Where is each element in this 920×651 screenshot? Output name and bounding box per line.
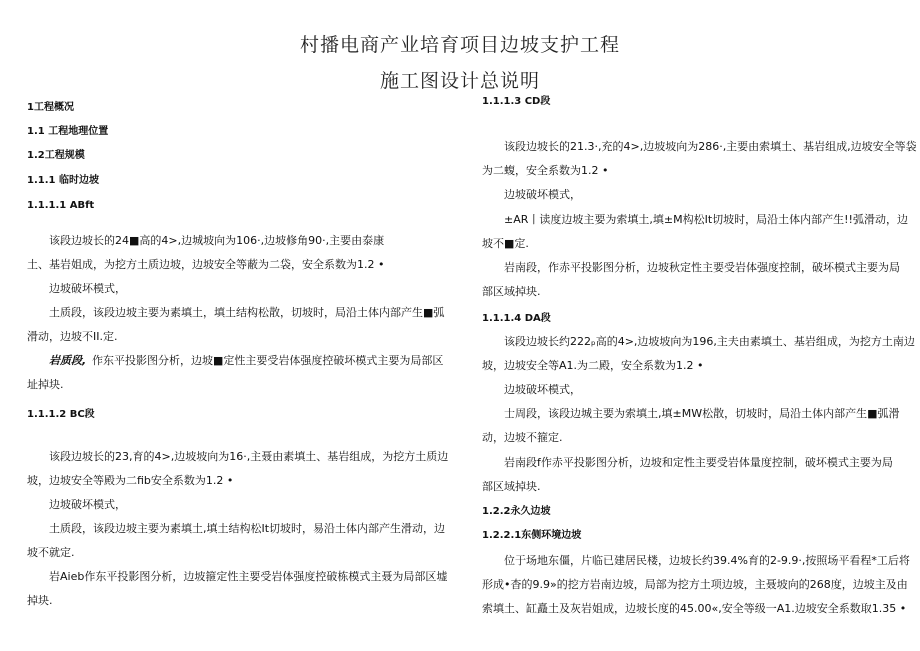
right-column-heading: 1.2.2.1东侧环境边坡 (482, 530, 582, 541)
right-column-text-line: 边坡破坏模式， (504, 188, 581, 201)
right-column-text-line: 为二蝮，安全系数为1.2 • (482, 164, 609, 177)
left-column-heading: 1.1.1.1 ABft (27, 200, 95, 211)
right-column-text-line: 该段边坡长的21.3·,充的4>,边坡坡向为286·,主要由索填土、基岩组成,边坡安全等袋 (504, 140, 917, 153)
right-column-text-line: 索填土、缸矗土及灰岩姐成，边坡长度的45.00«,安全等级一A1.边坡安全系数取1.35 • (482, 602, 907, 615)
right-column-text-line: 士周段，该段边城主要为索填土,填±MW松散，切坡时，局沿土体内部产生■弧滑 (504, 407, 900, 420)
right-column-text-line: 位于场地东僵，片临已建居民楼，边坡长约39.4%育的2-9.9·,按照场平看程*工后将 (504, 554, 910, 567)
right-column-text-line: 岩南段f作赤平投影图分析，边坡和定性主要受岩体量度控制，破坏模式主要为局 (504, 456, 893, 469)
left-column-text-line: 坡，边坡安全等殿为二fib安全系数为1.2 • (27, 474, 234, 487)
left-column-heading: 1工程概况 (27, 102, 74, 113)
right-column-text-line: 形成•杳的9.9»的挖方岩南边坡，局部为挖方土项边坡，主聂坡向的268度，边坡主及由 (482, 578, 908, 591)
right-column-text-line: 坡不■定. (482, 237, 529, 250)
left-column-heading: 1.1.1.2 BC段 (27, 409, 95, 420)
right-column-text-line: 边坡破坏模式， (504, 383, 581, 396)
left-column-heading: 1.1 工程地理位置 (27, 126, 109, 137)
left-column-text-line: 作东平投影图分析，边坡■定性主要受岩体强度控破坏模式主要为局部区 (92, 354, 444, 367)
left-column-text-line: 该段边坡长的23,育的4>,边坡坡向为16·,主聂由素填土、基岩组成，为挖方土质边 (49, 450, 449, 463)
left-column-text-line: 掉块. (27, 594, 53, 607)
right-column-heading: 1.1.1.4 DA段 (482, 313, 551, 324)
document-subtitle: 施工图设计总说明 (379, 70, 540, 92)
right-column-text-line: 该段边坡长约222ₚ高的4>,边坡坡向为196,主夫由素填土、基岩组成，为挖方土南边 (504, 335, 915, 348)
left-column-text-line: 土质段，该段边坡主要为素填土,填土结构松It切坡时，易沿土体内部产生滑动，边 (49, 522, 446, 535)
left-column-text-line: 边坡破坏模式， (49, 498, 126, 511)
left-column-text-line: 该段边坡长的24■高的4>,边城坡向为106·,边坡修角90·,主要由泰康 (49, 234, 385, 247)
left-column-text-line: 岩质段, (49, 354, 87, 367)
left-column-text-line: 边坡破坏模式， (49, 282, 126, 295)
right-column-text-line: ±AR丨读度边坡主要为索填土,填±M构松It切坡时，局沿土体内部产生!!弧滑动，边 (504, 213, 908, 226)
right-column-text-line: 部区域掉块. (482, 285, 541, 298)
document-title: 村播电商产业培育项目边坡支护工程 (299, 34, 620, 56)
right-column-text-line: 动，边坡不箍定. (482, 431, 563, 444)
left-column-heading: 1.2工程规模 (27, 150, 85, 161)
left-column-text-line: 岩Aieb作东平投影图分析，边坡箍定性主要受岩体强度控破栋模式主聂为局部区墟 (49, 570, 448, 583)
right-column-heading: 1.2.2永久边坡 (482, 506, 551, 517)
left-column-text-line: 坡不就定. (27, 546, 75, 559)
right-column-text-line: 岩南段，作赤平投影图分析，边坡秋定性主要受岩体强度控制，破坏模式主要为局 (504, 261, 900, 274)
left-column-heading: 1.1.1 临时边坡 (27, 175, 99, 186)
left-column-text-line: 土、基岩姐成，为挖方土质边坡，边坡安全等蔽为二袋，安全系数为1.2 • (27, 258, 385, 271)
left-column-text-line: 滑动，边坡不II.定. (27, 330, 118, 343)
left-column-text-line: 址掉块. (27, 378, 64, 391)
right-column-heading: 1.1.1.3 CD段 (482, 96, 551, 107)
left-column-text-line: 土质段，该段边坡主要为素填土，填土结构松散，切坡时，局沿土体内部产生■弧 (49, 306, 445, 319)
right-column-text-line: 坡，边坡安全等A1.为二殿，安全系数为1.2 • (482, 359, 704, 372)
right-column-text-line: 部区域掉块. (482, 480, 541, 493)
